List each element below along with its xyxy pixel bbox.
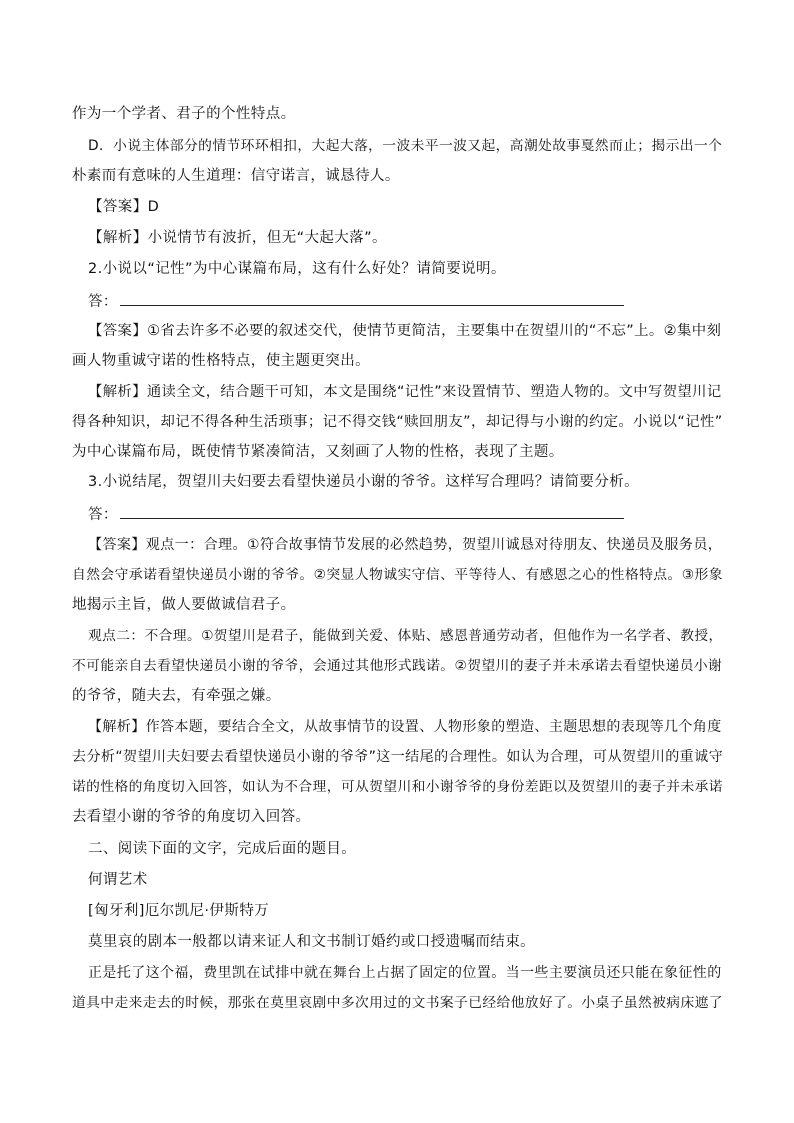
analysis-line-2: 得各种知识，却记不得各种生活琐事；记不得交钱“赎回朋友”，却记得与小谢的约定。小说以“记性”	[72, 414, 723, 430]
question-3: 3.小说结尾，贺望川夫妇要去看望快递员小谢的爷爷。这样写合理吗？请简要分析。	[88, 474, 640, 490]
analysis-line-1: 【解析】通读全文，结合题干可知，本文是围绕“记性”来设置情节、塑造人物的。文中写贺望川记	[88, 384, 722, 400]
viewpoint-2-line-1: 观点二：不合理。①贺望川是君子，能做到关爱、体贴、感恩普通劳动者，但他作为一名学者、教授，	[88, 628, 723, 644]
viewpoint-2-line-3: 的爷爷，随夫去，有牵强之嫌。	[72, 688, 281, 704]
analysis-line-2: 去分析“贺望川夫妇要去看望快递员小谢的爷爷”这一结尾的合理性。如认为合理，可从贺望川的重诚守	[72, 749, 724, 765]
article-author: [匈牙利]厄尔凯尼·伊斯特万	[88, 903, 270, 919]
option-d-line-2: 朴素而有意味的人生道理：信守诺言，诚恳待人。	[72, 168, 400, 184]
text-line: 作为一个学者、君子的个性特点。	[72, 106, 296, 122]
answer-line-1: 【答案】①省去许多不必要的叙述交代，使情节更简洁，主要集中在贺望川的“不忘”上。②集中刻	[88, 323, 722, 339]
answer-blank[interactable]	[120, 290, 624, 306]
answer-line-2: 画人物重诚守诺的性格特点，使主题更突出。	[72, 353, 370, 369]
question-2: 2.小说以“记性”为中心谋篇布局，这有什么好处？请简要说明。	[88, 261, 506, 277]
answer-line-1: 【答案】观点一：合理。①符合故事情节发展的必然趋势，贺望川诚恳对待朋友、快递员及服务员，	[88, 537, 723, 553]
answer-blank-line	[88, 503, 624, 525]
viewpoint-2-line-2: 不可能亲自去看望快递员小谢的爷爷，会通过其他形式践诺。②贺望川的妻子并未承诺去看望快递员小谢	[72, 658, 723, 674]
answer-prefix: 答：	[88, 507, 118, 523]
analysis-line: 【解析】小说情节有波折，但无“大起大落”。	[88, 230, 387, 246]
analysis-line-3: 诺的性格的角度切入回答，如认为不合理，可从贺望川和小谢爷爷的身份差距以及贺望川的妻子并未承诺	[72, 779, 723, 795]
analysis-line-4: 去看望小谢的爷爷的角度切入回答。	[72, 809, 311, 825]
option-d-line-1: D．小说主体部分的情节环环相扣，大起大落，一波未平一波又起，高潮处故事戛然而止；揭示出一个	[88, 138, 723, 154]
analysis-line-1: 【解析】作答本题，要结合全文，从故事情节的设置、人物形象的塑造、主题思想的表现等几个角度	[88, 719, 722, 735]
section-heading: 二、阅读下面的文字，完成后面的题目。	[88, 841, 357, 857]
answer-blank-line	[88, 290, 624, 312]
article-paragraph-2-line-1: 正是托了这个福，费里凯在试排中就在舞台上占据了固定的位置。当一些主要演员还只能在象征性的	[88, 965, 722, 981]
answer-line-2: 自然会守承诺看望快递员小谢的爷爷。②突显人物诚实守信、平等待人、有感恩之心的性格特点。③形象	[72, 567, 723, 583]
analysis-line-3: 为中心谋篇布局，既使情节紧凑简洁，又刻画了人物的性格，表现了主题。	[72, 444, 564, 460]
answer-blank[interactable]	[120, 503, 624, 519]
answer-line-3: 地揭示主旨，做人要做诚信君子。	[72, 597, 296, 613]
article-title: 何谓艺术	[88, 872, 148, 888]
article-paragraph-2-line-2: 道具中走来走去的时候，那张在莫里哀剧中多次用过的文书案子已经给他放好了。小桌子虽然被病床遮了	[72, 995, 723, 1011]
answer-prefix: 答：	[88, 294, 118, 310]
answer-label: 【答案】D	[88, 199, 160, 215]
article-paragraph-1: 莫里哀的剧本一般都以请来证人和文书制订婚约或口授遗嘱而结束。	[88, 934, 535, 950]
